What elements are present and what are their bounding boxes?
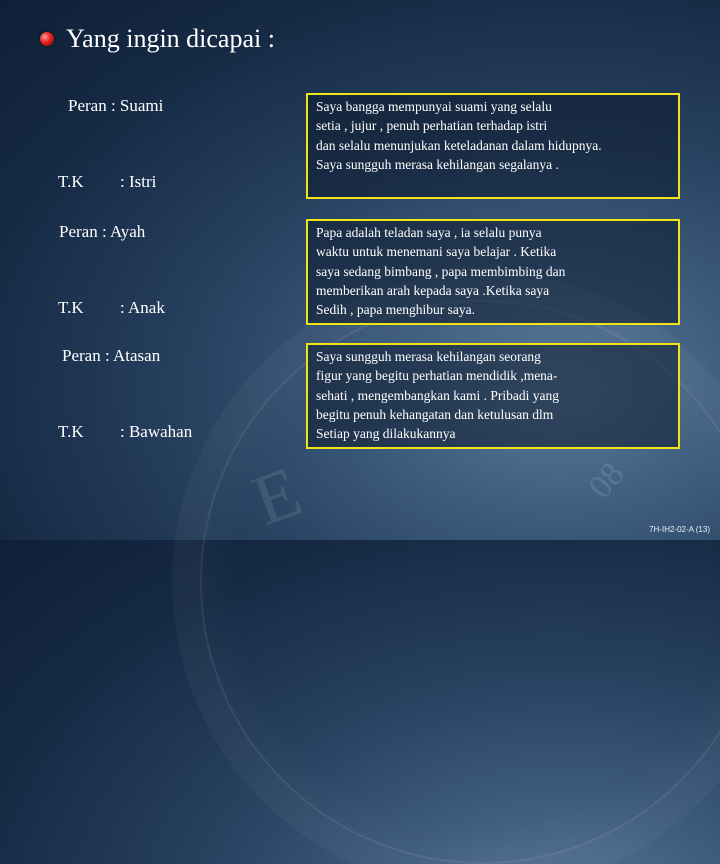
description-box: Saya sungguh merasa kehilangan seorang figur yang begitu perhatian mendidik ,mena- sehati , mengembangkan kami . Pribadi yang begitu penuh kehangatan dan ketulusan dlm Setiap yang dilakukannya xyxy=(306,343,680,449)
compass-letter-watermark: E xyxy=(242,450,312,542)
bullet-icon xyxy=(40,32,54,46)
description-box: Saya bangga mempunyai suami yang selalu setia , jujur , penuh perhatian terhadap istri dan selalu menunjukan keteladanan dalam hidupnya. Saya sungguh merasa kehilangan segalanya . xyxy=(306,93,680,199)
counterpart-label: : Anak xyxy=(120,298,165,317)
role-label: Peran : Suami xyxy=(68,96,164,115)
counterpart-label: : Bawahan xyxy=(120,422,193,441)
counterpart-label: : Istri xyxy=(120,172,157,191)
slide-header xyxy=(40,24,275,54)
tk-label: T.K xyxy=(58,172,84,191)
role-label: Peran : Ayah xyxy=(59,222,146,241)
tk-label: T.K xyxy=(58,422,84,441)
slide-title: Yang ingin dicapai : xyxy=(66,24,275,53)
compass-number-watermark: 08 xyxy=(581,455,632,506)
tk-label: T.K xyxy=(58,298,84,317)
slide-footer: 7H-IH2-02-A (13) xyxy=(649,525,710,534)
description-box: Papa adalah teladan saya , ia selalu punya waktu untuk menemani saya belajar . Ketika saya sedang bimbang , papa membimbing dan memberikan arah kepada saya .Ketika saya Sedih , papa menghibur saya. xyxy=(306,219,680,325)
role-label: Peran : Atasan xyxy=(62,346,161,365)
